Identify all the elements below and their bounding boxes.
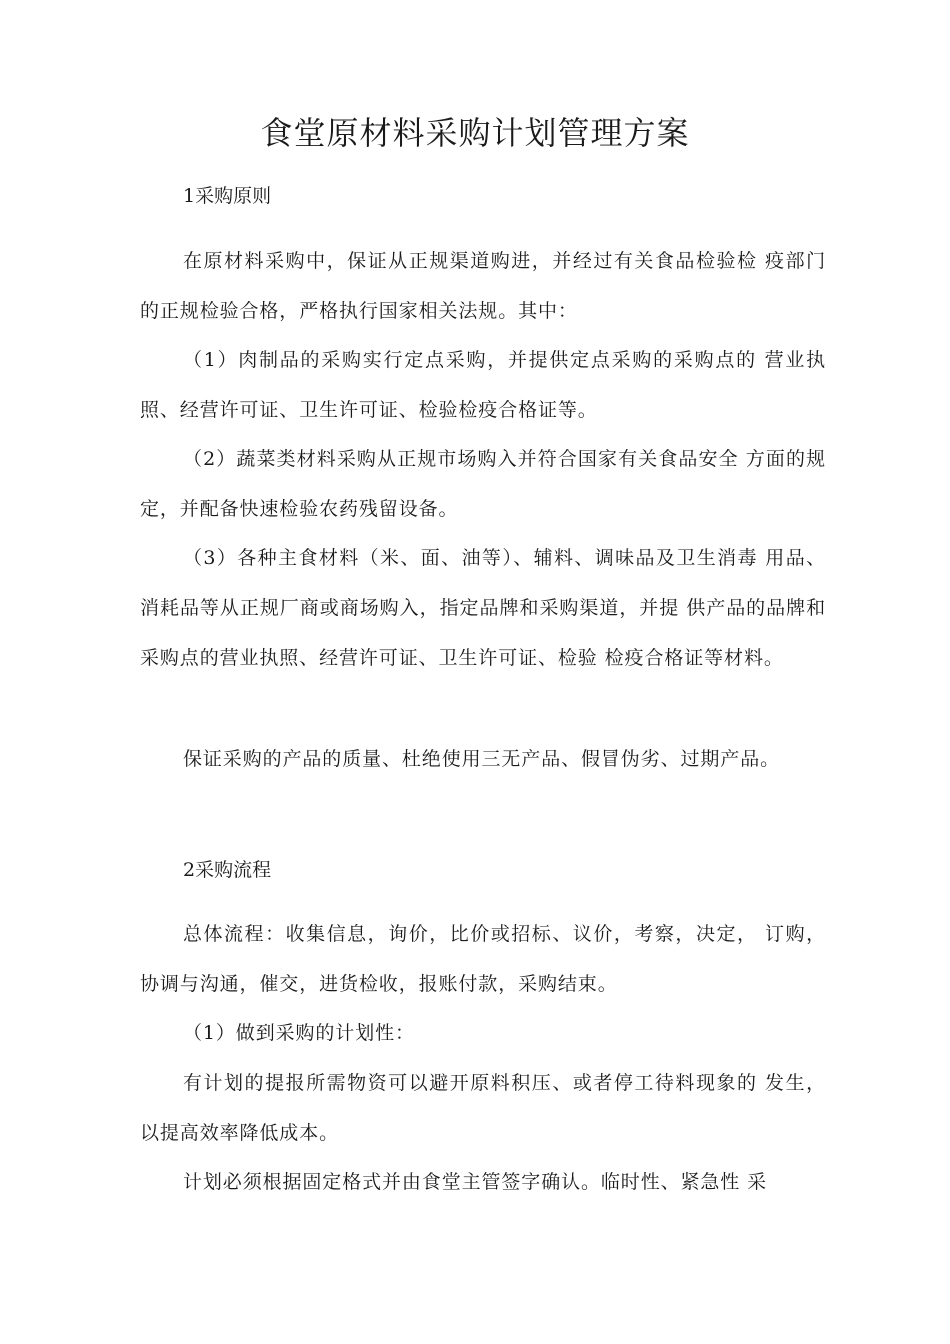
- paragraph: （1）肉制品的采购实行定点采购，并提供定点采购的采购点的 营业执照、经营许可证、卫生许可证、检验检疫合格证等。: [140, 349, 826, 421]
- paragraph: （2）蔬菜类材料采购从正规市场购入并符合国家有关食品安全 方面的规定，并配备快速检验农药残留设备。: [140, 448, 826, 520]
- section-heading-procurement-process: 2采购流程: [183, 859, 272, 881]
- paragraph: 计划必须根据固定格式并由食堂主管签字确认。临时性、紧急性 采: [183, 1171, 768, 1193]
- paragraph: 总体流程：收集信息，询价，比价或招标、议价，考察，决定， 订购，协调与沟通，催交，进货检收，报账付款，采购结束。: [140, 923, 826, 995]
- paragraph: 保证采购的产品的质量、杜绝使用三无产品、假冒伪劣、过期产品。: [183, 748, 781, 770]
- paragraph: 在原材料采购中，保证从正规渠道购进，并经过有关食品检验检 疫部门的正规检验合格，严格执行国家相关法规。其中：: [140, 250, 826, 322]
- document-title: 食堂原材料采购计划管理方案: [260, 114, 690, 152]
- paragraph: （1）做到采购的计划性：: [183, 1022, 415, 1044]
- section-heading-procurement-principles: 1采购原则: [183, 185, 272, 207]
- paragraph: 有计划的提报所需物资可以避开原料积压、或者停工待料现象的 发生，以提高效率降低成本。: [140, 1072, 826, 1144]
- paragraph: （3）各种主食材料（米、面、油等）、辅料、调味品及卫生消毒 用品、消耗品等从正规厂商或商场购入，指定品牌和采购渠道，并提 供产品的品牌和采购点的营业执照、经营许可证、卫生许可证、检验 检疫合格证等材料。: [140, 547, 826, 669]
